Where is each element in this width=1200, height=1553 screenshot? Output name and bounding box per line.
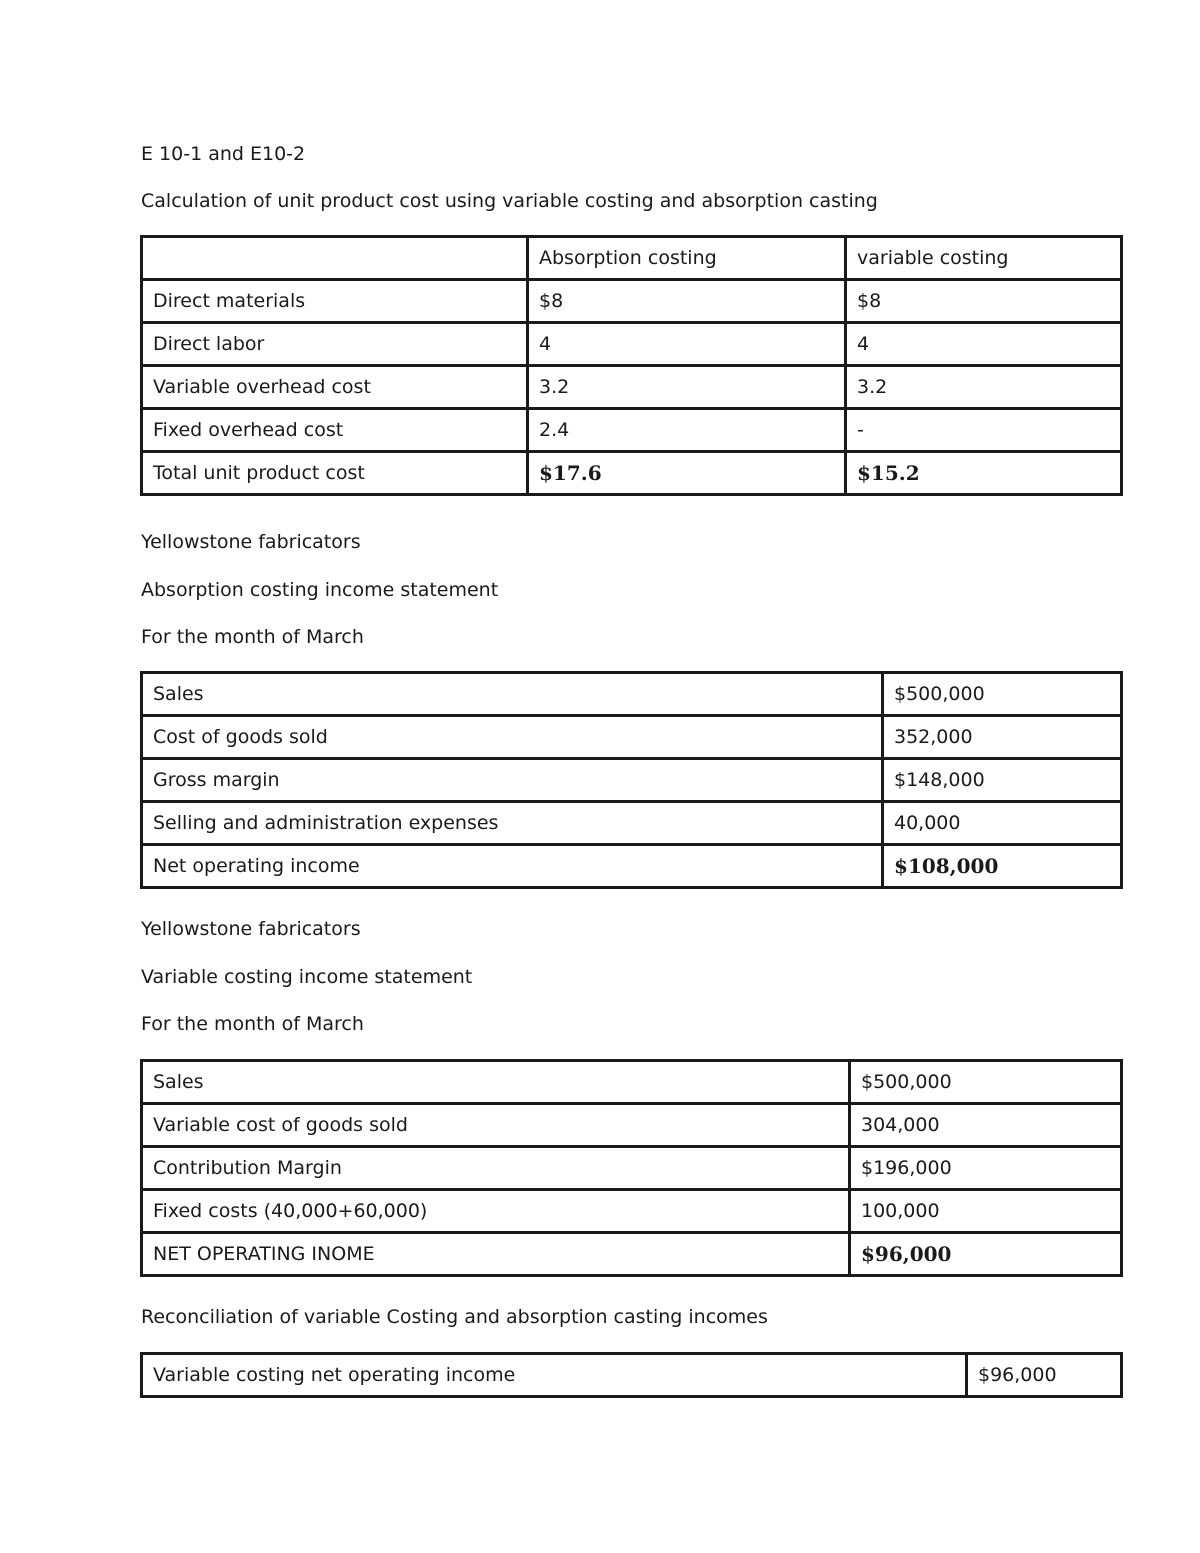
table-header-row — [142, 237, 1122, 280]
document-heading: E 10-1 and E10-2 — [141, 143, 306, 165]
row-value: $96,000 — [967, 1354, 1122, 1397]
absorption-value: $8 — [528, 280, 846, 323]
header-cell-absorption: Absorption costing — [528, 237, 846, 280]
table-row — [142, 366, 1122, 409]
row-label: Fixed costs (40,000+60,000) — [142, 1190, 850, 1233]
table-row — [142, 409, 1122, 452]
table-row — [142, 1061, 1122, 1104]
row-label: NET OPERATING INOME — [142, 1233, 850, 1276]
unit-cost-table — [140, 235, 1123, 496]
row-label: Selling and administration expenses — [142, 802, 883, 845]
absorption-total: $17.6 — [528, 452, 846, 495]
variable-value: 3.2 — [846, 366, 1122, 409]
row-value: $196,000 — [850, 1147, 1122, 1190]
row-label: Sales — [142, 673, 883, 716]
row-value: $500,000 — [850, 1061, 1122, 1104]
row-value: 304,000 — [850, 1104, 1122, 1147]
table-row — [142, 1147, 1122, 1190]
table-row — [142, 759, 1122, 802]
row-value: 100,000 — [850, 1190, 1122, 1233]
variable-total: $15.2 — [846, 452, 1122, 495]
row-label: Cost of goods sold — [142, 716, 883, 759]
row-label: Direct labor — [142, 323, 528, 366]
row-value: $148,000 — [883, 759, 1122, 802]
row-value: 40,000 — [883, 802, 1122, 845]
row-label: Fixed overhead cost — [142, 409, 528, 452]
row-label: Contribution Margin — [142, 1147, 850, 1190]
row-label: Variable costing net operating income — [142, 1354, 967, 1397]
row-label: Sales — [142, 1061, 850, 1104]
variable-statement-title: Variable costing income statement — [141, 966, 473, 988]
row-label: Direct materials — [142, 280, 528, 323]
table-row — [142, 1354, 1122, 1397]
absorption-value: 2.4 — [528, 409, 846, 452]
variable-income-table — [140, 1059, 1123, 1277]
row-value: 352,000 — [883, 716, 1122, 759]
reconciliation-title: Reconciliation of variable Costing and absorption casting incomes — [141, 1306, 768, 1328]
table-row — [142, 1104, 1122, 1147]
total-row — [142, 452, 1122, 495]
table-row — [142, 280, 1122, 323]
row-label: Variable cost of goods sold — [142, 1104, 850, 1147]
row-label: Variable overhead cost — [142, 366, 528, 409]
header-cell-variable: variable costing — [846, 237, 1122, 280]
table-row — [142, 323, 1122, 366]
absorption-income-table — [140, 671, 1123, 889]
variable-value: $8 — [846, 280, 1122, 323]
table-row — [142, 673, 1122, 716]
table-row — [142, 802, 1122, 845]
absorption-statement-title: Absorption costing income statement — [141, 579, 499, 601]
reconciliation-table — [140, 1352, 1123, 1398]
variable-value: - — [846, 409, 1122, 452]
table-row — [142, 716, 1122, 759]
row-label: Gross margin — [142, 759, 883, 802]
absorption-company: Yellowstone fabricators — [141, 531, 361, 553]
absorption-value: 4 — [528, 323, 846, 366]
unit-cost-title: Calculation of unit product cost using variable costing and absorption casting — [141, 190, 878, 212]
variable-value: 4 — [846, 323, 1122, 366]
header-cell-empty — [142, 237, 528, 280]
row-value: $500,000 — [883, 673, 1122, 716]
total-row — [142, 845, 1122, 888]
absorption-value: 3.2 — [528, 366, 846, 409]
table-row — [142, 1190, 1122, 1233]
variable-period: For the month of March — [141, 1013, 364, 1035]
net-operating-income-value: $96,000 — [850, 1233, 1122, 1276]
total-row — [142, 1233, 1122, 1276]
net-operating-income-value: $108,000 — [883, 845, 1122, 888]
row-label: Total unit product cost — [142, 452, 528, 495]
row-label: Net operating income — [142, 845, 883, 888]
variable-company: Yellowstone fabricators — [141, 918, 361, 940]
absorption-period: For the month of March — [141, 626, 364, 648]
